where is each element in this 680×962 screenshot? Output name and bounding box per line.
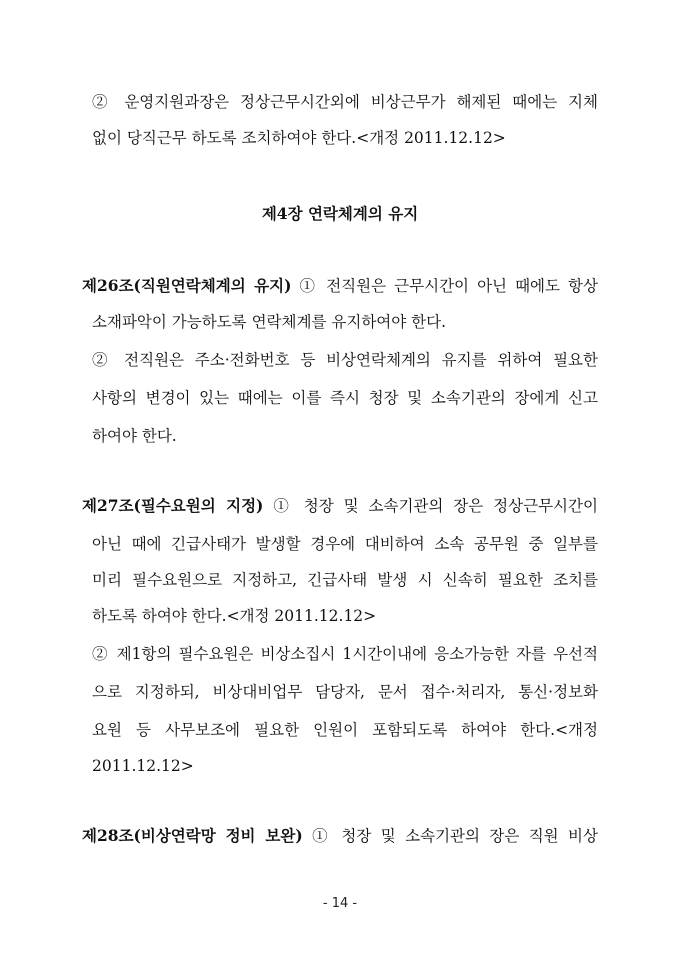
paragraph-line: 하도록 하여야 한다.<개정 2011.12.12> bbox=[92, 607, 377, 625]
article-27-title: 제27조(필수요원의 지정) bbox=[82, 496, 264, 515]
paragraph-line: 사항의 변경이 있는 때에는 이를 즉시 청장 및 소속기관의 장에게 신고 bbox=[92, 389, 598, 407]
paragraph-line: 2011.12.12> bbox=[92, 757, 194, 775]
article-28-text: ① 청장 및 소속기관의 장은 직원 비상 bbox=[302, 827, 598, 845]
paragraph-line: 요원 등 사무보조에 필요한 인원이 포함되도록 하여야 한다.<개정 bbox=[92, 721, 598, 739]
article-26-title: 제26조(직원연락체계의 유지) bbox=[82, 276, 292, 295]
article-26-text: ① 전직원은 근무시간이 아닌 때에도 항상 bbox=[291, 277, 598, 295]
article-27-first-line bbox=[82, 496, 598, 516]
chapter-heading: 제4장 연락체계의 유지 bbox=[261, 204, 419, 223]
paragraph-line: ② 운영지원과장은 정상근무시간외에 비상근무가 해제된 때에는 지체 bbox=[92, 93, 598, 111]
page-number: - 14 - bbox=[322, 896, 358, 911]
paragraph-line: 없이 당직근무 하도록 조치하여야 한다.<개정 2011.12.12> bbox=[92, 129, 506, 147]
paragraph-line: ② 제1항의 필수요원은 비상소집시 1시간이내에 응소가능한 자를 우선적 bbox=[92, 645, 598, 663]
paragraph-line: 으로 지정하되, 비상대비업무 담당자, 문서 접수·처리자, 통신·정보화 bbox=[92, 683, 598, 701]
paragraph-line: 하여야 한다. bbox=[92, 427, 177, 445]
paragraph-line: 소재파악이 가능하도록 연락체계를 유지하여야 한다. bbox=[92, 313, 447, 331]
article-28-first-line bbox=[82, 826, 598, 846]
article-26-first-line bbox=[82, 276, 598, 296]
paragraph-line: 아닌 때에 긴급사태가 발생할 경우에 대비하여 소속 공무원 중 일부를 bbox=[92, 535, 598, 553]
article-28-title: 제28조(비상연락망 정비 보완) bbox=[82, 826, 303, 845]
paragraph-line: ② 전직원은 주소·전화번호 등 비상연락체계의 유지를 위하여 필요한 bbox=[92, 351, 598, 369]
paragraph-line: 미리 필수요원으로 지정하고, 긴급사태 발생 시 신속히 필요한 조치를 bbox=[92, 571, 598, 589]
article-27-text: ① 청장 및 소속기관의 장은 정상근무시간이 bbox=[263, 497, 598, 515]
